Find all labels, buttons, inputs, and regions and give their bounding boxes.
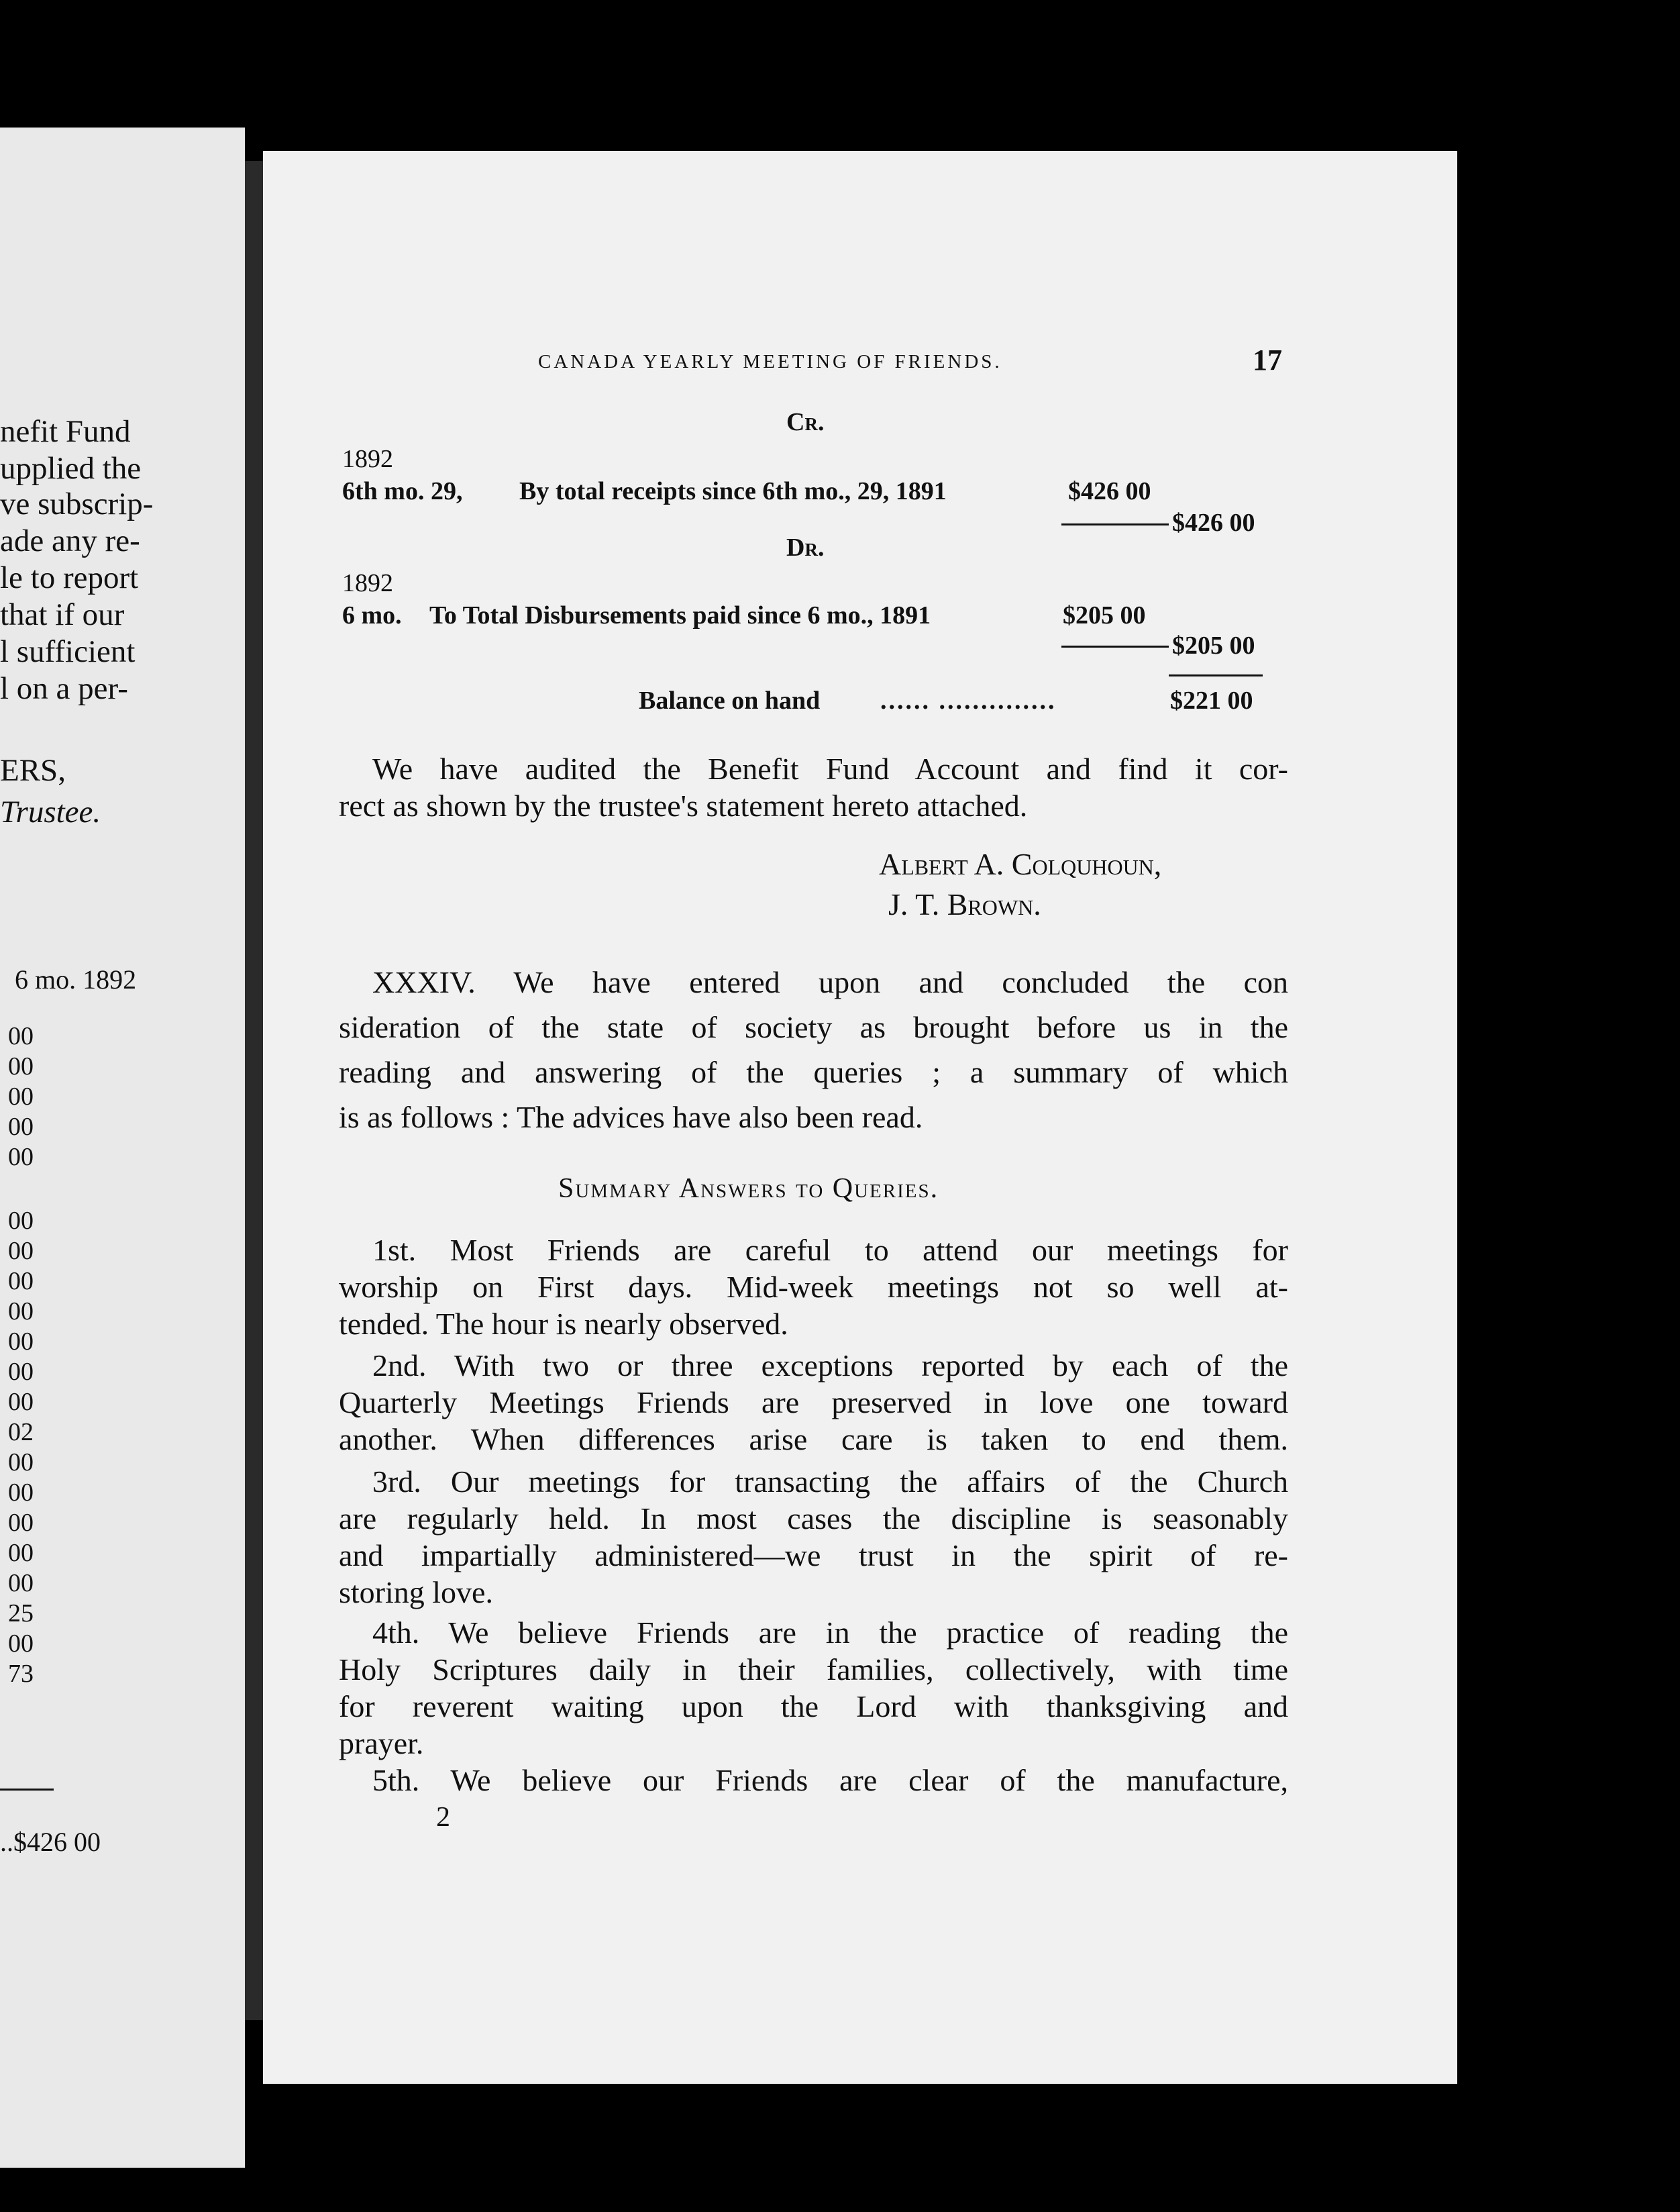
answer-line: 5th. We believe our Friends are clear of the manufacture,: [372, 1763, 1288, 1797]
answer-line: worship on First days. Mid-week meetings not so well at-: [339, 1270, 1288, 1304]
facing-amount: 00: [8, 1358, 34, 1386]
audit-statement: [339, 750, 1288, 824]
section-line: XXXIV. We have entered upon and concluded the con: [372, 965, 1288, 999]
answer-line: 3rd. Our meetings for transacting the affairs of the Church: [372, 1464, 1288, 1499]
facing-amount: 00: [8, 1539, 34, 1567]
answer-line: 1st. Most Friends are careful to attend our meetings for: [372, 1233, 1288, 1267]
facing-amount: 00: [8, 1629, 34, 1658]
answer-line: for reverent waiting upon the Lord with thanksgiving and: [339, 1689, 1288, 1723]
balance-amount: $221 00: [1170, 687, 1253, 715]
facing-amount: 00: [8, 1052, 34, 1080]
section-line: sideration of the state of society as brought before us in the: [339, 1010, 1288, 1044]
facing-text-line: l sufficient: [0, 634, 136, 669]
answer-5: [339, 1762, 1288, 1799]
facing-total-rule: [0, 1789, 54, 1791]
facing-date-heading: 6 mo. 1892: [15, 964, 137, 995]
facing-amount: 00: [8, 1083, 34, 1111]
facing-amount: 00: [8, 1509, 34, 1537]
credit-year: 1892: [342, 445, 393, 473]
credit-amount: $426 00: [1068, 477, 1151, 505]
signatory-name: Albert A. Colquhoun,: [879, 847, 1162, 881]
facing-text-line: le to report: [0, 560, 139, 595]
debit-date: 6 mo.: [342, 601, 402, 630]
facing-amount: 25: [8, 1599, 34, 1627]
debit-year: 1892: [342, 569, 393, 597]
facing-amount: 00: [8, 1569, 34, 1597]
audit-line: We have audited the Benefit Fund Account and find it cor-: [372, 752, 1288, 786]
facing-text-line: nefit Fund: [0, 414, 131, 449]
signature-mark: 2: [436, 1802, 450, 1833]
balance-leader-dots: ...... ..............: [880, 687, 1057, 715]
facing-text-line: ERS,: [0, 753, 66, 788]
debit-heading: Dr.: [786, 534, 825, 562]
debit-total: $205 00: [1172, 632, 1255, 660]
facing-amount: 00: [8, 1207, 34, 1235]
facing-text-line: that if our: [0, 597, 125, 632]
facing-total: ..$426 00: [0, 1827, 101, 1857]
answer-line: storing love.: [339, 1575, 493, 1609]
answer-line: Quarterly Meetings Friends are preserved in love one toward: [339, 1385, 1288, 1419]
facing-amount: 00: [8, 1327, 34, 1356]
answer-1: [339, 1231, 1288, 1342]
facing-amount: 00: [8, 1143, 34, 1171]
facing-amount: 00: [8, 1448, 34, 1476]
credit-dash-rule: [1061, 523, 1169, 525]
facing-amount: 00: [8, 1388, 34, 1416]
debit-amount: $205 00: [1063, 601, 1146, 630]
facing-amount: 73: [8, 1660, 34, 1688]
facing-amount: 00: [8, 1267, 34, 1295]
answer-2: [339, 1347, 1288, 1458]
facing-amount: 00: [8, 1237, 34, 1265]
debit-dash-rule: [1061, 646, 1169, 648]
debit-description: To Total Disbursements paid since 6 mo., 1891: [429, 601, 931, 630]
credit-description: By total receipts since 6th mo., 29, 1891: [519, 477, 947, 505]
credit-heading: Cr.: [786, 408, 825, 436]
answer-line: tended. The hour is nearly observed.: [339, 1307, 788, 1341]
answer-line: and impartially administered—we trust in the spirit of re-: [339, 1538, 1288, 1572]
answer-line: another. When differences arise care is taken to end them.: [339, 1422, 1288, 1456]
answer-4: [339, 1614, 1288, 1762]
answer-line: 2nd. With two or three exceptions reported by each of the: [372, 1348, 1288, 1382]
balance-rule: [1169, 674, 1263, 676]
answer-line: 4th. We believe Friends are in the practice of reading the: [372, 1615, 1288, 1650]
answer-line: are regularly held. In most cases the discipline is seasonably: [339, 1501, 1288, 1536]
answer-3: [339, 1463, 1288, 1611]
facing-text-line: ve subscrip-: [0, 487, 154, 521]
summary-heading: Summary Answers to Queries.: [558, 1173, 939, 1204]
section-line: is as follows : The advices have also been read.: [339, 1100, 923, 1134]
facing-amount: 00: [8, 1022, 34, 1050]
facing-text-line: ade any re-: [0, 523, 140, 558]
document-page: [263, 151, 1457, 2084]
facing-text-line: upplied the: [0, 451, 142, 486]
section-xxxiv: [339, 960, 1288, 1140]
credit-date: 6th mo. 29,: [342, 477, 463, 505]
facing-amount: 02: [8, 1418, 34, 1446]
answer-line: Holy Scriptures daily in their families, collectively, with time: [339, 1652, 1288, 1687]
balance-label: Balance on hand: [639, 687, 821, 715]
facing-amount: 00: [8, 1297, 34, 1325]
audit-line: rect as shown by the trustee's statement hereto attached.: [339, 789, 1028, 823]
answer-line: prayer.: [339, 1726, 424, 1760]
facing-page: [0, 128, 245, 2168]
facing-text-line: Trustee.: [0, 795, 101, 830]
credit-total: $426 00: [1172, 509, 1255, 537]
page-number: 17: [1253, 344, 1282, 376]
section-line: reading and answering of the queries ; a summary of which: [339, 1055, 1288, 1089]
facing-amount: 00: [8, 1113, 34, 1141]
signatory-name: J. T. Brown.: [888, 887, 1041, 921]
facing-text-line: l on a per-: [0, 671, 128, 706]
facing-amount: 00: [8, 1478, 34, 1507]
running-title: CANADA YEARLY MEETING OF FRIENDS.: [538, 351, 1002, 372]
